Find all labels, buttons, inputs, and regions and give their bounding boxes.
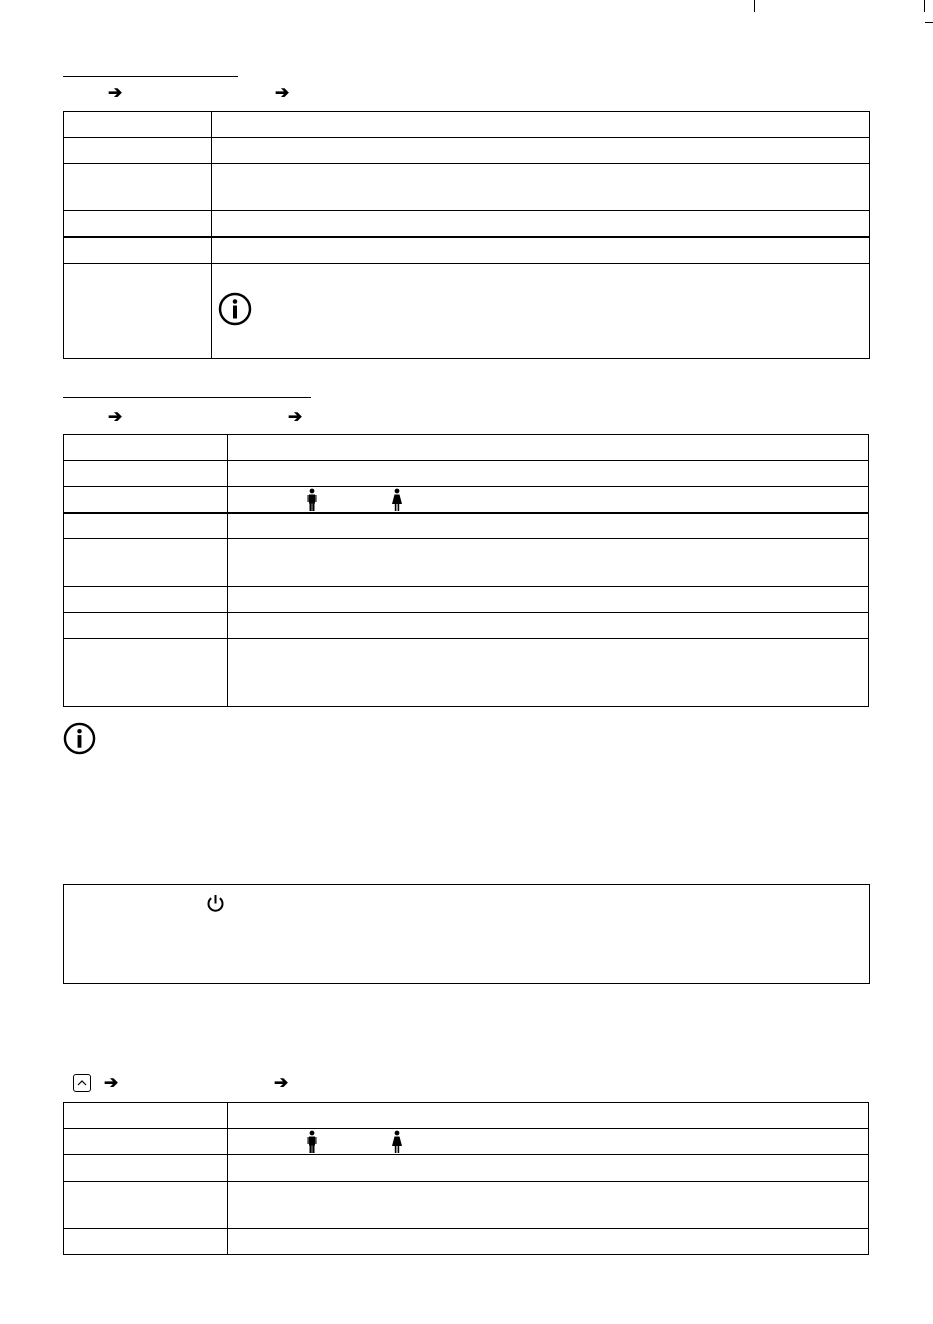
arrow-right-icon: ➔ — [274, 1073, 289, 1092]
table-cell — [228, 586, 869, 612]
table-cell — [212, 112, 870, 138]
table-row — [64, 513, 869, 539]
table-row — [64, 638, 869, 706]
arrow-right-icon: ➔ — [275, 83, 290, 102]
arrow-right-icon: ➔ — [288, 407, 303, 426]
table-cell — [228, 1155, 869, 1181]
table-cell — [64, 612, 228, 638]
table-cell — [64, 164, 212, 211]
table-cell — [64, 638, 228, 706]
table-cell — [212, 211, 870, 237]
table-cell — [212, 164, 870, 211]
table-row — [64, 1155, 869, 1181]
table-cell — [228, 513, 869, 539]
table-cell — [64, 112, 212, 138]
table-cell — [212, 237, 870, 263]
section-heading-underline — [63, 397, 311, 398]
table-row — [64, 1228, 869, 1254]
section-heading-underline — [63, 76, 238, 77]
table-cell — [228, 1103, 869, 1129]
male-figure-icon — [307, 1130, 317, 1154]
table-row — [64, 1129, 869, 1155]
table-row — [64, 435, 869, 461]
arrow-right-icon: ➔ — [108, 83, 123, 102]
table-cell — [64, 586, 228, 612]
table-cell — [64, 263, 212, 358]
table-cell — [228, 638, 869, 706]
table-cell — [64, 211, 212, 237]
chevron-up-icon — [74, 1075, 90, 1091]
table-cell — [212, 138, 870, 164]
table-cell — [64, 487, 228, 513]
crop-mark — [754, 0, 755, 12]
table-cell — [64, 1181, 228, 1228]
table-row — [64, 263, 870, 358]
table-row — [64, 138, 870, 164]
warning-box — [63, 884, 870, 984]
info-icon — [218, 292, 252, 326]
table-cell — [228, 487, 869, 513]
settings-table — [63, 1102, 869, 1255]
table-row — [64, 461, 869, 487]
table-cell — [228, 1228, 869, 1254]
table-cell — [64, 138, 212, 164]
table-row — [64, 487, 869, 513]
crop-mark — [925, 22, 933, 23]
table-cell — [228, 435, 869, 461]
table-row — [64, 164, 870, 211]
arrow-right-icon: ➔ — [108, 407, 123, 426]
table-cell — [212, 263, 870, 358]
table-cell — [64, 435, 228, 461]
male-figure-icon — [307, 488, 317, 512]
table-cell — [64, 513, 228, 539]
table-cell — [64, 1103, 228, 1129]
table-cell — [228, 1181, 869, 1228]
table-row — [64, 539, 869, 586]
table-row — [64, 1181, 869, 1228]
table-cell — [64, 1228, 228, 1254]
settings-table — [63, 111, 870, 359]
table-row — [64, 112, 870, 138]
female-figure-icon — [391, 488, 403, 512]
table-cell — [64, 1155, 228, 1181]
table-row — [64, 211, 870, 237]
table-cell — [64, 539, 228, 586]
table-cell — [228, 1129, 869, 1155]
table-cell — [228, 539, 869, 586]
power-icon — [206, 894, 225, 914]
arrow-right-icon: ➔ — [104, 1073, 119, 1092]
table-cell — [64, 1129, 228, 1155]
table-cell — [64, 461, 228, 487]
info-icon — [63, 722, 96, 755]
table-cell — [64, 237, 212, 263]
settings-table — [63, 434, 869, 707]
table-row — [64, 612, 869, 638]
up-key-button[interactable] — [73, 1074, 91, 1092]
female-figure-icon — [391, 1130, 403, 1154]
table-row — [64, 237, 870, 263]
table-row — [64, 586, 869, 612]
crop-mark — [924, 0, 925, 12]
table-cell — [228, 461, 869, 487]
table-row — [64, 1103, 869, 1129]
table-cell — [228, 612, 869, 638]
